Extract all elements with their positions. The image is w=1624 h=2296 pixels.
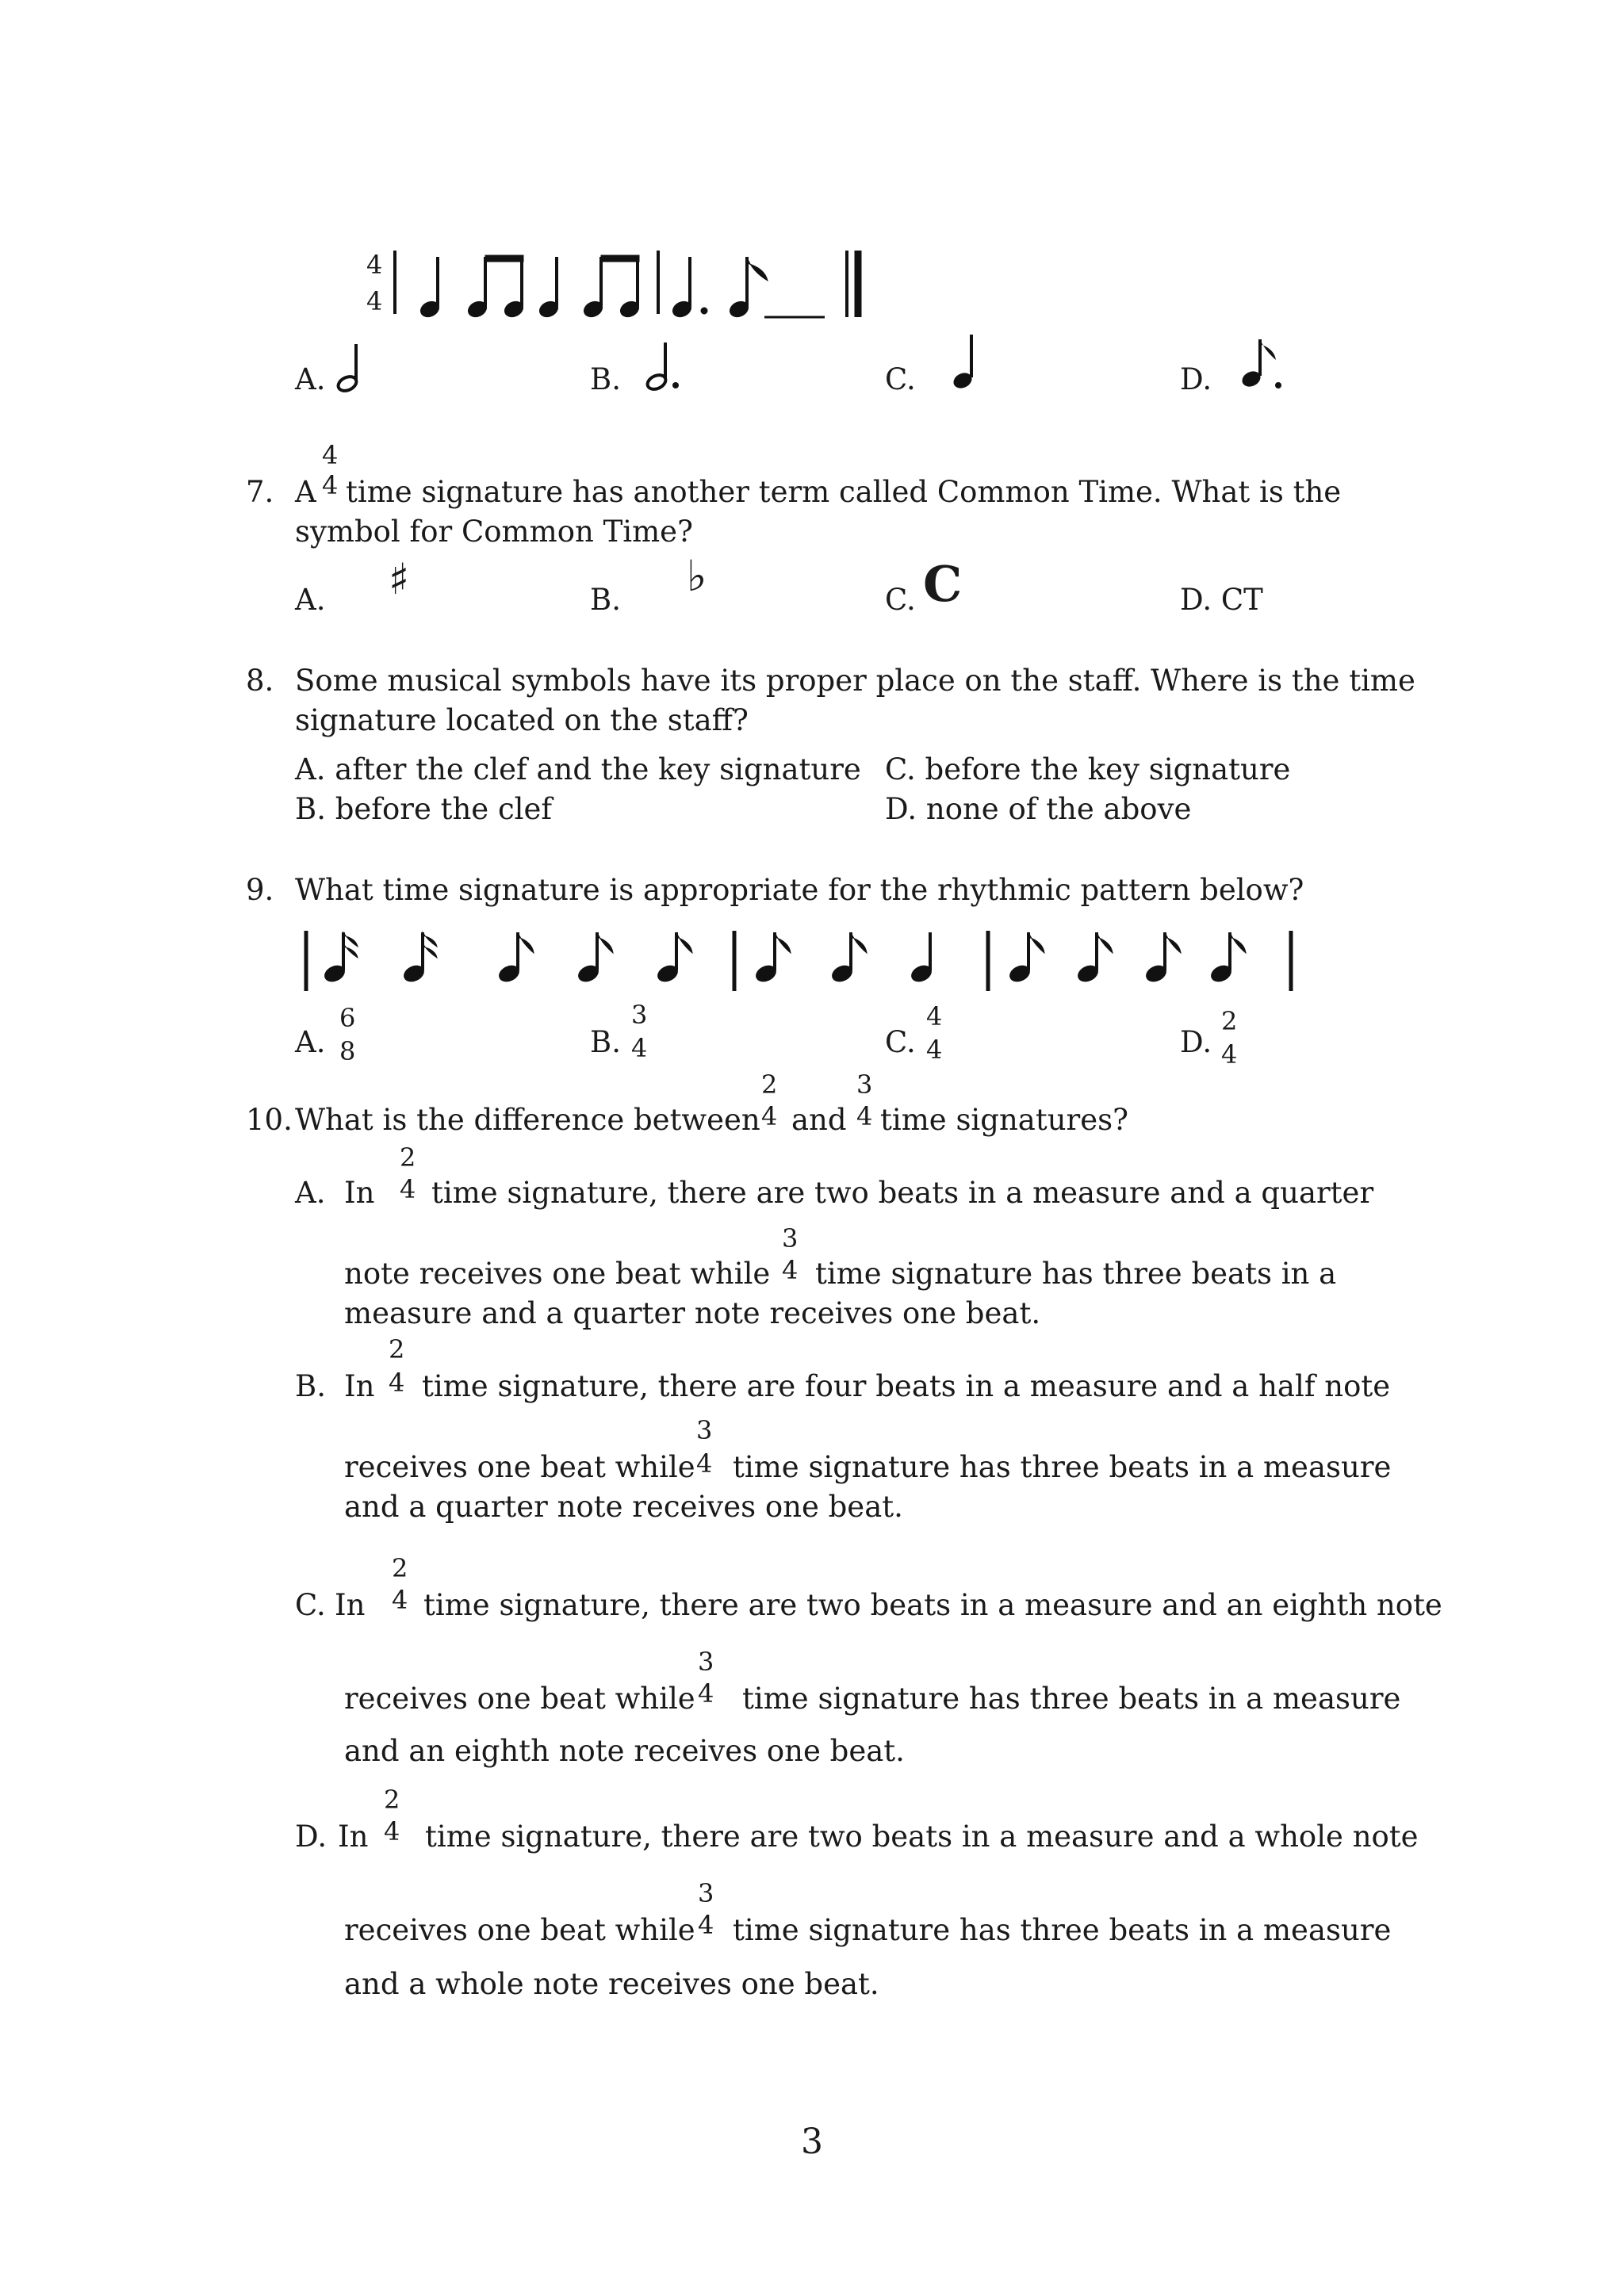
q10-ts2-bottom: 4	[856, 1101, 873, 1131]
q10-text-and: and	[791, 1103, 847, 1137]
q7-text-b: time signature has another term called Common Time. What is the	[346, 475, 1342, 509]
q9-choice-a-top: 6	[339, 1003, 356, 1033]
q9-text: What time signature is appropriate for the rhythmic pattern below?	[295, 873, 1304, 907]
q10-b-line1: time signature, there are four beats in a measure and a half note	[422, 1369, 1391, 1403]
q10-b-ts-bottom: 4	[389, 1368, 405, 1398]
quarter-note-icon	[948, 331, 988, 395]
q8-line2: signature located on the staff?	[295, 703, 749, 737]
q10-d-line2a: receives one beat while	[344, 1913, 695, 1947]
q7-timesig-top: 4	[322, 440, 339, 470]
q8-choice-b: B. before the clef	[295, 792, 553, 826]
rhythm1-staff-figure	[381, 246, 999, 333]
q7-choice-d: D. CT	[1180, 583, 1263, 617]
q7-text-a: A	[295, 475, 316, 509]
flat-icon: ♭	[687, 551, 707, 601]
sharp-icon: ♯	[389, 554, 410, 604]
q9-choice-b-bottom: 4	[631, 1033, 648, 1063]
q9-rhythm-figure	[293, 926, 1308, 997]
rhythm1-time-bottom: 4	[366, 286, 383, 316]
q10-d-ts-bottom: 4	[384, 1816, 400, 1846]
q10-b-line3: and a quarter note receives one beat.	[344, 1490, 903, 1524]
q10-a-line3: measure and a quarter note receives one beat.	[344, 1296, 1041, 1330]
q8-number: 8.	[246, 664, 274, 698]
q9-choice-c-top: 4	[926, 1001, 943, 1031]
dotted-half-note-icon	[642, 339, 690, 395]
q10-b-ts2-top: 3	[696, 1415, 713, 1445]
q10-d-ts2-bottom: 4	[698, 1910, 714, 1940]
q10-d-in: In	[338, 1820, 369, 1854]
q7-number: 7.	[246, 475, 274, 509]
q10-c-in: In	[335, 1588, 366, 1622]
q10-d-ts2-top: 3	[698, 1878, 714, 1908]
q10-c-ts-top: 2	[392, 1553, 408, 1583]
q10-c-line2b: time signature has three beats in a measure	[742, 1682, 1401, 1716]
page-number: 3	[801, 2122, 823, 2162]
q8-choice-a: A. after the clef and the key signature	[295, 752, 861, 786]
rhythm1-choice-c-letter: C.	[885, 362, 916, 396]
q10-a-ts2-top: 3	[782, 1223, 799, 1253]
q10-ts2-top: 3	[856, 1070, 873, 1100]
q10-c-line1: time signature, there are two beats in a measure and an eighth note	[423, 1588, 1442, 1622]
q8-line1: Some musical symbols have its proper place on the staff. Where is the time	[295, 664, 1415, 698]
q9-choice-a-letter: A.	[295, 1025, 326, 1059]
rhythm1-choice-a-letter: A.	[295, 362, 326, 396]
q9-choice-b-top: 3	[631, 1000, 648, 1030]
q10-a-ts-bottom: 4	[400, 1174, 416, 1204]
rhythm1-time-top: 4	[366, 250, 383, 280]
q10-c-ts-bottom: 4	[392, 1585, 408, 1615]
rhythm1-choice-d-letter: D.	[1180, 362, 1212, 396]
q9-choice-c-bottom: 4	[926, 1035, 943, 1065]
q9-choice-d-top: 2	[1221, 1006, 1238, 1036]
q10-number: 10.	[246, 1103, 293, 1137]
q10-d-letter: D.	[295, 1820, 327, 1854]
q9-choice-b-letter: B.	[590, 1025, 621, 1059]
q8-choice-d: D. none of the above	[885, 792, 1192, 826]
q10-b-line2a: receives one beat while	[344, 1450, 695, 1484]
q10-c-ts2-bottom: 4	[698, 1678, 714, 1709]
rhythm1-choice-b-letter: B.	[590, 362, 621, 396]
q10-c-line3: and an eighth note receives one beat.	[344, 1734, 905, 1768]
q9-number: 9.	[246, 873, 274, 907]
half-note-icon	[333, 341, 373, 396]
q10-b-ts-top: 2	[389, 1334, 405, 1364]
q10-d-line1: time signature, there are two beats in a measure and a whole note	[425, 1820, 1419, 1854]
q10-c-line2a: receives one beat while	[344, 1682, 695, 1716]
q10-c-ts2-top: 3	[698, 1647, 714, 1677]
q10-d-line2b: time signature has three beats in a measure	[733, 1913, 1392, 1947]
q7-choice-c-letter: C.	[885, 583, 916, 617]
q10-text-b: time signatures?	[880, 1103, 1128, 1137]
q10-a-line2b: time signature has three beats in a	[815, 1257, 1337, 1291]
q7-choice-b-letter: B.	[590, 583, 621, 617]
q9-choice-d-bottom: 4	[1221, 1039, 1238, 1070]
q10-c-letter: C.	[295, 1588, 326, 1622]
q8-choice-c: C. before the key signature	[885, 752, 1291, 786]
q10-ts1-top: 2	[761, 1070, 778, 1100]
q10-a-line2a: note receives one beat while	[344, 1257, 771, 1291]
q10-a-line1: time signature, there are two beats in a measure and a quarter	[431, 1176, 1374, 1210]
dotted-eighth-note-icon	[1237, 333, 1293, 396]
q9-choice-c-letter: C.	[885, 1025, 916, 1059]
q10-ts1-bottom: 4	[761, 1101, 778, 1131]
q7-line2: symbol for Common Time?	[295, 515, 693, 549]
q10-d-ts-top: 2	[384, 1785, 400, 1815]
q10-b-in: In	[344, 1369, 375, 1403]
q10-a-ts2-bottom: 4	[782, 1255, 799, 1285]
q10-a-letter: A.	[295, 1176, 326, 1210]
q10-b-ts2-bottom: 4	[696, 1448, 713, 1479]
q9-choice-d-letter: D.	[1180, 1025, 1212, 1059]
q7-choice-a-letter: A.	[295, 583, 326, 617]
q10-b-letter: B.	[295, 1369, 326, 1403]
q10-a-ts-top: 2	[400, 1142, 416, 1173]
q7-timesig-bottom: 4	[322, 470, 339, 500]
q10-d-line3: and a whole note receives one beat.	[344, 1967, 879, 2001]
q10-a-in: In	[344, 1176, 375, 1210]
q9-choice-a-bottom: 8	[339, 1036, 356, 1066]
q10-text-a: What is the difference between	[295, 1103, 760, 1137]
q10-b-line2b: time signature has three beats in a measure	[733, 1450, 1392, 1484]
common-time-icon: C	[923, 555, 963, 613]
